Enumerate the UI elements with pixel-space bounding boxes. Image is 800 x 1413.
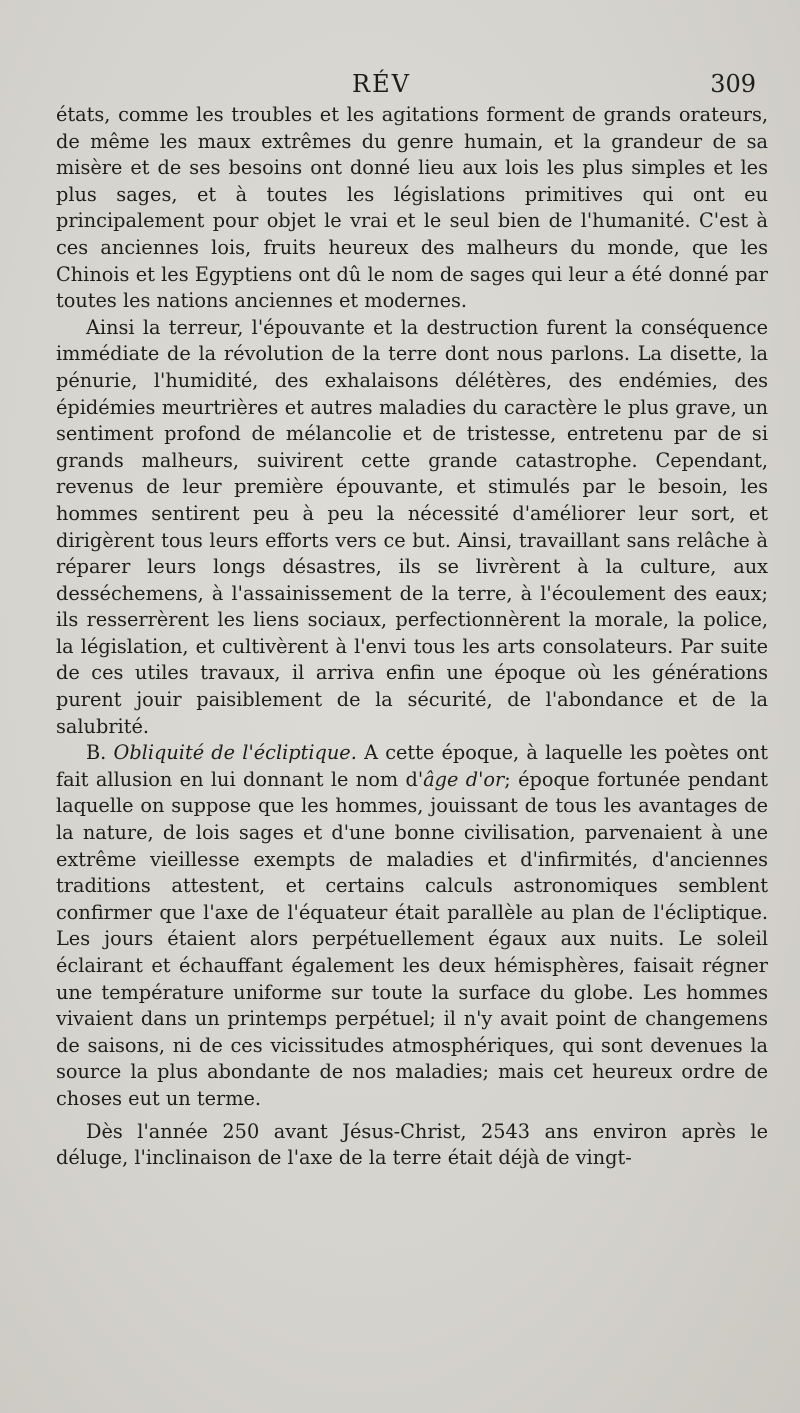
paragraph-2: Ainsi la terreur, l'épouvante et la destruction furent la conséquence immédiate de la révolution de la terre dont nous parlons. La disette, la pénurie, l'humidité, des exhalaisons délétères, des endémies, des épidémies meurtrières et autres maladies du caractère le plus grave, un sentiment profond de mélancolie et de tristesse, entretenu par de si grands malheurs, suivirent cette grande catastrophe. Cependant, revenus de leur première épouvante, et stimulés par le besoin, les hommes sentirent peu à peu la nécessité d'améliorer leur sort, et dirigèrent tous leurs efforts vers ce but. Ainsi, travaillant sans relâche à réparer leurs longs désastres, ils se livrèrent à la culture, aux desséchemens, à l'assainissement de la terre, à l'écoulement des eaux; ils resserrèrent les liens sociaux, perfectionnèrent la morale, la police, la législation, et cultivèrent à l'envi tous les arts consolateurs. Par suite de ces utiles travaux, il arriva enfin une époque où les générations purent jouir paisiblement de la sécurité, de l'abondance et de la salubrité.	[56, 315, 768, 738]
page-body	[56, 102, 768, 1172]
running-head: RÉV	[352, 70, 411, 98]
paragraph-4: Dès l'année 250 avant Jésus-Christ, 2543 ans environ après le déluge, l'inclinaison de l'axe de la terre était déjà de vingt-	[56, 1119, 768, 1170]
paragraph-3-text-a: A cette époque, à laquelle les poètes ont fait allusion en lui donnant le nom d'	[56, 741, 768, 791]
paragraph-3-emphasis: âge d'or	[423, 767, 505, 791]
section-letter: B.	[86, 741, 107, 765]
section-heading: Obliquité de l'écliptique.	[113, 741, 357, 765]
page-header	[0, 70, 800, 104]
paragraph-1: états, comme les troubles et les agitations forment de grands orateurs, de même les maux extrêmes du genre humain, et la grandeur de sa misère et de ses besoins ont donné lieu aux lois les plus simples et les plus sages, et à toutes les législations primitives qui ont eu principalement pour objet le vrai et le seul bien de l'humanité. C'est à ces anciennes lois, fruits heureux des malheurs du monde, que les Chinois et les Egyptiens ont dû le nom de sages qui leur a été donné par toutes les nations anciennes et modernes.	[56, 103, 768, 313]
paragraph-3-text-b: ; époque fortunée pendant laquelle on suppose que les hommes, jouissant de tous les avantages de la nature, de lois sages et d'une bonne civilisation, parvenaient à une extrême vieillesse exempts de maladies et d'infirmités, d'anciennes traditions attestent, et certains calculs astronomiques semblent confirmer que l'axe de l'équateur était parallèle au plan de l'écliptique. Les jours étaient alors perpétuellement égaux aux nuits. Le soleil éclairant et échauffant également les deux hémisphères, faisait régner une température uniforme sur toute la surface du globe. Les hommes vivaient dans un printemps perpétuel; il n'y avait point de changemens de saisons, ni de ces vicissitudes atmosphériques, qui sont devenues la source la plus abondante de nos maladies; mais cet heureux ordre de choses eut un terme.	[56, 767, 768, 1110]
paragraph-3	[56, 740, 768, 1112]
page-number: 309	[710, 70, 756, 98]
